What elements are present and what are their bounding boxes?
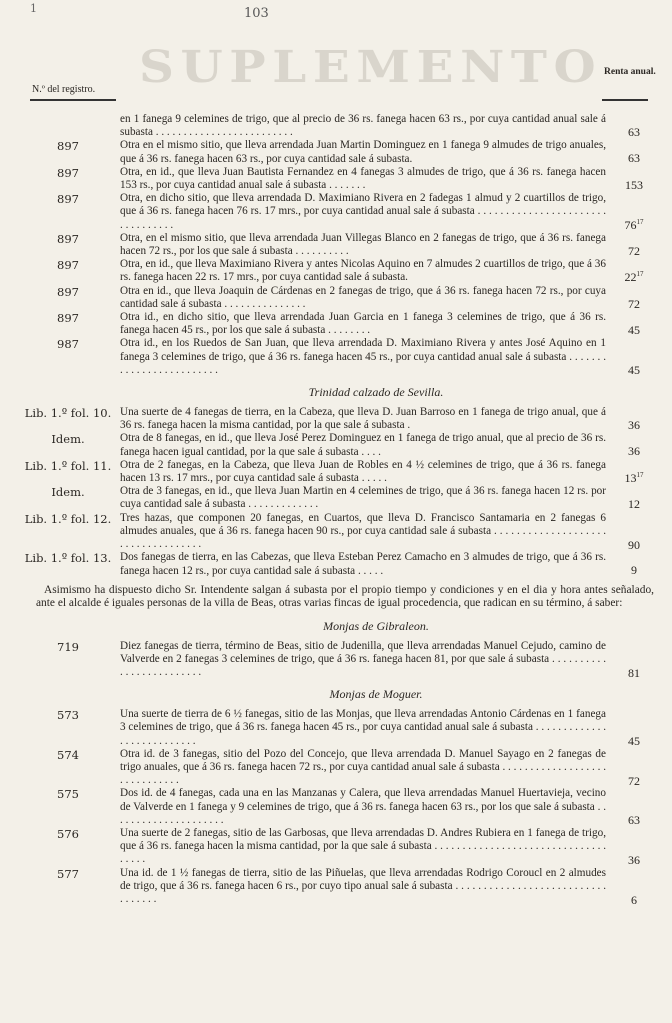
entry-text: Tres hazas, que componen 20 fanegas, en Cuartos, que lleva D. Francisco Santamaria en 2 fanegas 6 almudes anuales, que á 36 rs. fanega hacen 90 rs., por cuya cantidad sale á subasta . . . . . . . . . . . . . . . . . . . . . . . . . . . . . . . . . . . [120, 511, 606, 551]
entry-text: Otra de 2 fanegas, en la Cabeza, que lleva Juan de Robles en 4 ½ celemines de trigo, que á 36 rs. fanega hacen 13 rs. 17 mrs., por cuya cantidad sale á subasta . . . . . [120, 458, 606, 485]
entry-number: 897 [57, 258, 79, 273]
entry-number: 576 [57, 826, 79, 841]
entry-text: Otra, en dicho sitio, que lleva arrendada D. Maximiano Rivera en 2 fadegas 1 almud y 2 cuartillos de trigo, que á 36 rs. fanega hacen 76 rs. 17 mrs., por cuya cantidad anual sale á subasta . . . . . . . . . . . . . . . . . . . . . . . . . . . . . . . . . [120, 192, 606, 231]
entry-amount [612, 270, 656, 285]
entry-text: Una id. de 1 ½ fanegas de tierra, sitio de las Piñuelas, que lleva arrendadas Rodrigo Coroucl en 2 almudes de trigo, que á 36 rs. fanega hacen 6 rs., por cuyo tipo anual sale á subasta . . . . . . . . . . . . . . . . . . . . . . . . . . . . . . . . . . [120, 866, 606, 905]
amount-value: 63 [628, 125, 640, 139]
entry-text: Otra id., en dicho sitio, que lleva arrendada Juan Garcia en 1 fanega 3 celemines de trigo, que á 36 rs. fanega hacen 45 rs., por los que sale á subasta . . . . . . . . [120, 311, 606, 337]
amount-value: 72 [628, 296, 640, 311]
entry-number: Lib. 1.º fol. 12. [24, 511, 112, 526]
entry-amount [612, 471, 656, 486]
entry-text: Una suerte de tierra de 6 ½ fanegas, sitio de las Monjas, que lleva arrendadas Antonio Cárdenas en 1 fanega 3 celemines de trigo, que á 36 rs. fanega hacen 45 rs., por cuya cantidad anual sale á subasta . . . . . . . . . . . . . . . . . . . . . . . . . . . [120, 708, 606, 747]
entry-text: Otra, en id., que lleva Juan Bautista Fernandez en 4 fanegas 3 almudes de trigo, que á 36 rs. fanega hacen 153 rs., por cuya cantidad anual sale á subasta . . . . . . . [120, 165, 606, 192]
entry-number: Lib. 1.º fol. 11. [24, 458, 112, 473]
entry-row [0, 166, 672, 192]
entry-number: Idem. [51, 432, 85, 447]
amount-value: 22 [624, 270, 637, 285]
amount-value: 63 [628, 151, 640, 166]
entry-row [0, 867, 672, 907]
entry-number: 719 [57, 639, 79, 654]
entry-amount [612, 444, 656, 459]
intro-paragraph: Asimismo ha dispuesto dicho Sr. Intendente salgan á subasta por el propio tiempo y condiciones y en el dia y hora antes señalado, ante el alcalde é iguales personas de la villa de Beas, otras varias fincas de igual procedencia, que radican en su término, á saber: [36, 583, 654, 610]
entry-text: Otra id. de 3 fanegas, sitio del Pozo del Concejo, que lleva arrendada D. Manuel Sayago en 2 fanegas de trigo anuales, que á 36 rs. fanega hacen 72 rs., por cuya cantidad anual sale á subasta . . . . . . . . . . . . . . . . . . . . . . . . . . . . . . [120, 747, 606, 787]
entry-number: 897 [57, 311, 79, 326]
entry-row [0, 113, 672, 139]
entry-text: Diez fanegas de tierra, término de Beas, sitio de Judenilla, que lleva arrendadas Manuel Cejudo, camino de Valverde en 2 fanegas 3 celemines de trigo, que á 36 rs. fanega hacen 81, por que sale á subasta . . . . . . . . . . . . . . . . . . . . . . . . . [120, 639, 606, 678]
entry-row [0, 551, 672, 577]
entry-row [0, 139, 672, 165]
entry-number: 897 [57, 192, 79, 207]
entry-text: Dos id. de 4 fanegas, cada una en las Manzanas y Calera, que lleva arrendadas Manuel Huertavieja, vecino de Valverde en 1 fanega y 9 celemines de trigo, que á 36 rs. fanega hacen 63 rs., por los que sale á subasta . . . . . . . . . . . . . . . . . . . . . [120, 787, 606, 826]
entry-row [0, 285, 672, 311]
entry-number: 577 [57, 866, 79, 881]
entry-amount [612, 363, 656, 378]
section-heading-gibraleon: Monjas de Gibraleon. [323, 618, 429, 633]
amount-value: 81 [628, 665, 640, 680]
entry-row [0, 708, 672, 748]
entry-number: 897 [57, 165, 79, 180]
header-rule-left [30, 99, 116, 101]
entry-amount [612, 244, 656, 259]
amount-value: 36 [628, 852, 640, 867]
entry-row [0, 640, 672, 680]
entry-row [0, 406, 672, 432]
entry-text: Otra en id., que lleva Joaquin de Cárdenas en 2 fanegas de trigo, que á 36 rs. fanega hacen 72 rs., por cuya cantidad sale á subasta . . . . . . . . . . . . . . . [120, 284, 606, 310]
entry-number: 573 [57, 708, 79, 723]
entry-text: Una suerte de 4 fanegas de tierra, en la Cabeza, que lleva D. Juan Barroso en 1 fanega de trigo anual, que á 36 rs. fanega hacen la misma cantidad, por la que sale á subasta . [120, 406, 606, 432]
entry-text: Otra en el mismo sitio, que lleva arrendada Juan Martin Dominguez en 1 fanega 9 almudes de trigo anuales, que á 36 rs. fanega hacen 63 rs., por cuya cantidad sale á subasta. [120, 139, 606, 165]
amount-fraction: 17 [636, 470, 644, 479]
entry-row [0, 432, 672, 458]
entry-number: 897 [57, 139, 79, 154]
watermark: SUPLEMENTO [138, 42, 603, 93]
entry-row [0, 459, 672, 485]
entry-amount [612, 563, 656, 578]
amount-value: 72 [628, 773, 640, 788]
entry-row [0, 512, 672, 552]
entry-number: Lib. 1.º fol. 10. [24, 406, 112, 421]
corner-mark: 1 [30, 2, 37, 15]
amount-value: 45 [628, 363, 640, 378]
amount-value: 36 [628, 444, 640, 459]
entry-row [0, 827, 672, 867]
amount-value: 72 [628, 243, 640, 258]
amount-value: 6 [631, 892, 637, 907]
entries-list [0, 113, 672, 906]
header-renta: Renta anual. [604, 67, 656, 77]
section-heading-moguer: Monjas de Moguer. [329, 687, 423, 702]
entry-amount [612, 297, 656, 312]
entry-text: Otra de 3 fanegas, en id., que lleva Juan Martin en 4 celemines de trigo, que á 36 rs. fanega hacen 12 rs. por cuya cantidad sale á subasta . . . . . . . . . . . . . [120, 485, 606, 511]
amount-fraction: 17 [636, 218, 644, 227]
amount-value: 13 [624, 470, 637, 485]
amount-value: 90 [628, 537, 640, 552]
entry-row [0, 485, 672, 511]
amount-value: 12 [628, 497, 640, 512]
entry-number: Idem. [51, 485, 85, 500]
section-heading-trinidad: Trinidad calzado de Sevilla. [308, 385, 444, 400]
entry-row [0, 192, 672, 232]
entry-number: 987 [57, 337, 79, 352]
page-number: 103 [244, 6, 269, 21]
entry-row [0, 258, 672, 284]
header-registro: N.º del registro. [32, 84, 96, 95]
entry-amount [612, 178, 656, 193]
entry-amount [612, 323, 656, 338]
entry-text: Una suerte de 2 fanegas, sitio de las Garbosas, que lleva arrendadas D. Andres Rubiera en 1 fanega de trigo, que á 36 rs. fanega hacen la misma cantidad, por la que sale á subasta . . . . . . . . . . . . . . . . . . . . . . . . . . . . . . . . . . . . [120, 826, 606, 866]
entry-amount [612, 497, 656, 512]
amount-value: 45 [628, 323, 640, 338]
entry-row [0, 311, 672, 337]
header-rule-right [602, 99, 648, 101]
entry-number: 897 [57, 231, 79, 246]
amount-value: 36 [628, 418, 640, 433]
entry-amount [612, 666, 656, 681]
amount-fraction: 17 [636, 270, 644, 279]
amount-value: 9 [631, 563, 637, 578]
entry-number: 574 [57, 747, 79, 762]
entry-row [0, 748, 672, 788]
entry-amount [612, 418, 656, 433]
entry-text: en 1 fanega 9 celemines de trigo, que al precio de 36 rs. fanega hacen 63 rs., por cuya cantidad anual sale á subasta . . . . . . . . . . . . . . . . . . . . . . . . . [120, 113, 606, 139]
entry-number: 575 [57, 787, 79, 802]
entry-row [0, 232, 672, 258]
entry-row [0, 787, 672, 827]
amount-value: 153 [625, 177, 643, 192]
amount-value: 76 [624, 218, 637, 233]
entry-text: Dos fanegas de tierra, en las Cabezas, que lleva Esteban Perez Camacho en 3 almudes de trigo, que á 36 rs. fanega hacen 12 rs., por cuya cantidad sale á subasta . . . . . [120, 551, 606, 577]
entry-number: 897 [57, 284, 79, 299]
amount-value: 63 [628, 813, 640, 828]
amount-value: 45 [628, 734, 640, 749]
entry-text: Otra, en id., que lleva Maximiano Rivera y antes Nicolas Aquino en 7 almudes 2 cuartillos de trigo, que á 36 rs. fanega hacen 22 rs. 17 mrs., por cuya cantidad sale á subasta. [120, 258, 606, 284]
entry-text: Otra id., en los Ruedos de San Juan, que lleva arrendada D. Maximiano Rivera y antes José Aquino en 1 fanega 3 celemines de trigo, que á 36 rs. fanega hacen 45 rs., por cuya cantidad anual sale á subasta . . . . . . . . . . . . . . . . . . . . . . . . . [120, 337, 606, 376]
entry-text: Otra de 8 fanegas, en id., que lleva José Perez Dominguez en 1 fanega de trigo anual, que al precio de 36 rs. fanega hacen igual cantidad, por la que sale á subasta . . . . [120, 432, 606, 458]
entry-number: Lib. 1.º fol. 13. [24, 551, 112, 566]
entry-amount [612, 893, 656, 908]
entry-amount [612, 125, 656, 140]
entry-amount [612, 151, 656, 166]
entry-row [0, 337, 672, 377]
entry-text: Otra, en el mismo sitio, que lleva arrendada Juan Villegas Blanco en 2 fanegas de trigo, que á 36 rs. fanega hacen 72 rs., por los que sale á subasta . . . . . . . . . . [120, 231, 606, 258]
